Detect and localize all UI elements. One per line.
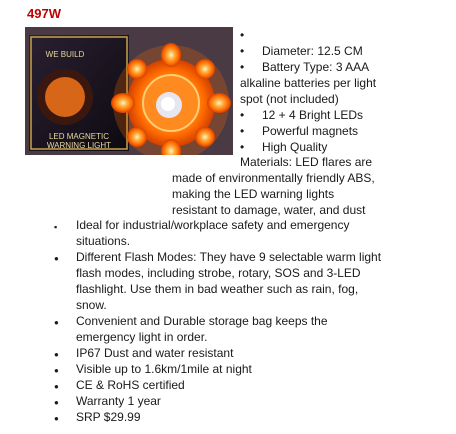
feature-bullet: ● [54,254,59,263]
product-photo [25,27,233,155]
feature-line: snow. [76,298,107,312]
feature-line: Ideal for industrial/workplace safety and emergency [76,218,350,232]
materials-line: Materials: LED flares are [240,155,373,169]
feature-bullet: ● [54,318,59,327]
materials-line: made of environmentally friendly ABS, [172,171,375,185]
box-text-bottom: WARNING LIGHT [46,141,112,150]
feature-bullet: ● [54,350,59,359]
spec-battery-line: spot (not included) [240,92,339,106]
feature-bullet: ● [54,382,59,391]
feature-line: SRP $29.99 [76,410,141,424]
spec-bullet: • [240,28,245,42]
spec-leds: 12 + 4 Bright LEDs [262,108,364,122]
spec-battery-line: Battery Type: 3 AAA [262,60,370,74]
feature-line: situations. [76,234,131,248]
spec-bullet: • [240,60,245,74]
feature-line: flashlight. Use them in bad weather such as rain, fog, [76,282,359,296]
spec-battery-line: alkaline batteries per light [240,76,377,90]
spec-magnets: Powerful magnets [262,124,359,138]
materials-line: resistant to damage, water, and dust [172,203,366,217]
feature-bullet: ● [54,366,59,375]
feature-line: CE & RoHS certified [76,378,185,392]
feature-line: Different Flash Modes: They have 9 selectable warm light [76,250,382,264]
spec-bullet: • [240,124,245,138]
box-text-top: WE BUILD [45,50,85,59]
feature-line: flash modes, including strobe, rotary, SOS and 3-LED [76,266,361,280]
feature-bullet: ● [54,398,59,407]
feature-line: emergency light in order. [76,330,208,344]
spec-diameter: Diameter: 12.5 CM [262,44,363,58]
materials-line: making the LED warning lights [172,187,335,201]
box-text-mid: LED MAGNETIC [48,132,110,141]
spec-bullet: • [240,140,245,154]
spec-bullet: • [240,108,245,122]
feature-line: IP67 Dust and water resistant [76,346,234,360]
spec-quality: High Quality [262,140,328,154]
feature-line: Warranty 1 year [76,394,161,408]
feature-line: Convenient and Durable storage bag keeps the [76,314,328,328]
feature-line: Visible up to 1.6km/1mile at night [76,362,252,376]
feature-bullet: ● [54,414,59,423]
product-code: 497W [27,6,61,21]
feature-bullet: ▪ [54,222,58,232]
spec-bullet: • [240,44,245,58]
